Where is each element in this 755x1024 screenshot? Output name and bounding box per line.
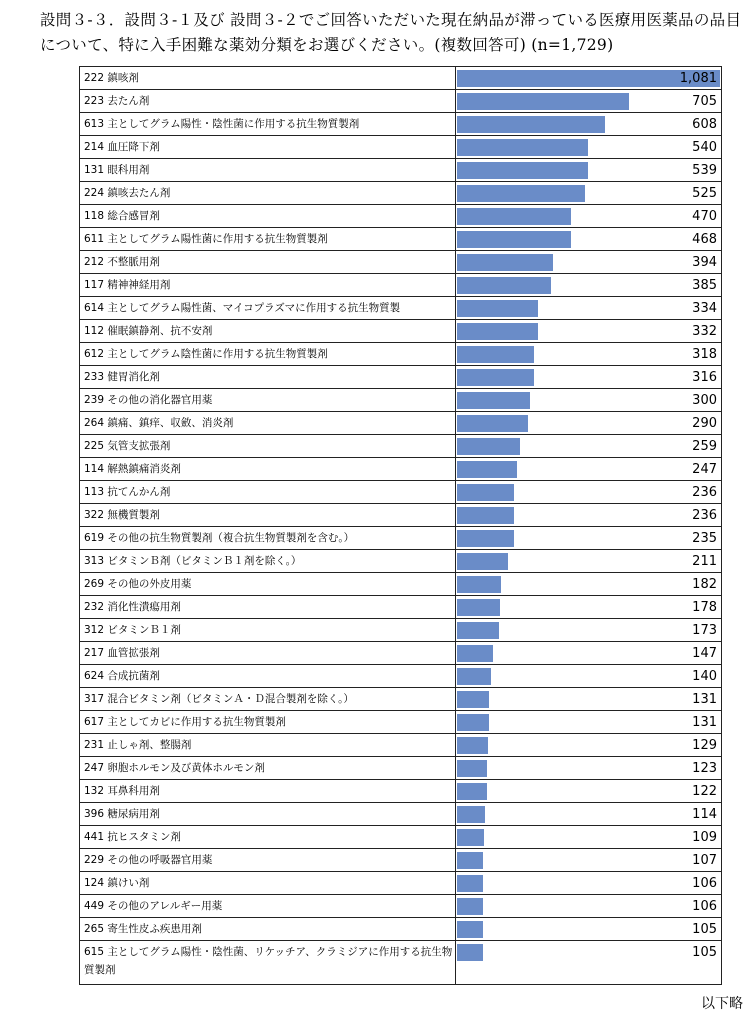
category-label: 117 精神神経用剤 [80, 274, 456, 296]
category-label: 118 総合感冒剤 [80, 205, 456, 227]
table-row [80, 205, 721, 228]
bar [457, 346, 534, 363]
bar [457, 254, 553, 271]
table-row [80, 458, 721, 481]
category-label: 232 消化性潰瘍用剤 [80, 596, 456, 618]
table-row [80, 573, 721, 596]
value-label: 540 [692, 140, 717, 155]
table-row [80, 481, 721, 504]
bar [457, 668, 491, 685]
category-label: 449 その他のアレルギー用薬 [80, 895, 456, 917]
table-row [80, 734, 721, 757]
category-label: 214 血圧降下剤 [80, 136, 456, 158]
category-label: 264 鎮痛、鎮痒、収斂、消炎剤 [80, 412, 456, 434]
category-label: 225 気管支拡張剤 [80, 435, 456, 457]
category-label: 396 糖尿病用剤 [80, 803, 456, 825]
category-label: 124 鎮けい剤 [80, 872, 456, 894]
value-label: 178 [692, 600, 717, 615]
value-label: 140 [692, 669, 717, 684]
category-label: 617 主としてカビに作用する抗生物質製剤 [80, 711, 456, 733]
bar [457, 185, 585, 202]
category-label: 217 血管拡張剤 [80, 642, 456, 664]
bar [457, 116, 605, 133]
category-label: 613 主としてグラム陽性・陰性菌に作用する抗生物質製剤 [80, 113, 456, 135]
bar [457, 300, 538, 317]
table-row [80, 941, 721, 984]
bar [457, 852, 483, 869]
table-row [80, 550, 721, 573]
table-row [80, 780, 721, 803]
table-row [80, 596, 721, 619]
table-row [80, 918, 721, 941]
value-label: 385 [692, 278, 717, 293]
value-label: 259 [692, 439, 717, 454]
value-label: 106 [692, 899, 717, 914]
bar [457, 737, 488, 754]
category-label: 224 鎮咳去たん剤 [80, 182, 456, 204]
value-label: 211 [692, 554, 717, 569]
category-label: 131 眼科用剤 [80, 159, 456, 181]
table-row [80, 274, 721, 297]
category-label: 313 ビタミンＢ剤（ビタミンＢ１剤を除く。） [80, 550, 456, 572]
value-label: 173 [692, 623, 717, 638]
value-label: 236 [692, 485, 717, 500]
value-label: 107 [692, 853, 717, 868]
bar [457, 484, 514, 501]
bar [457, 553, 508, 570]
bar [457, 231, 571, 248]
category-label: 247 卵胞ホルモン及び黄体ホルモン剤 [80, 757, 456, 779]
value-label: 235 [692, 531, 717, 546]
value-label: 114 [692, 807, 717, 822]
category-label: 229 その他の呼吸器官用薬 [80, 849, 456, 871]
bar [457, 415, 528, 432]
bar [457, 530, 514, 547]
value-label: 705 [692, 94, 717, 109]
value-label: 1,081 [679, 71, 717, 86]
bar [457, 622, 499, 639]
table-row [80, 320, 721, 343]
table-row [80, 113, 721, 136]
bar [457, 576, 501, 593]
value-label: 539 [692, 163, 717, 178]
category-label: 112 催眠鎮静剤、抗不安剤 [80, 320, 456, 342]
value-label: 608 [692, 117, 717, 132]
value-label: 334 [692, 301, 717, 316]
table-row [80, 67, 721, 90]
value-label: 131 [692, 692, 717, 707]
footer-note: 以下略 [701, 996, 743, 1012]
bar [457, 898, 483, 915]
value-label: 122 [692, 784, 717, 799]
chart-title: 設問３-３．設問３-１及び 設問３-２でご回答いただいた現在納品が滞っている医療用医薬品の品目について、特に入手困難な薬効分類をお選びください。(複数回答可) (n=1,729) [40, 11, 742, 54]
bar [457, 599, 500, 616]
table-row [80, 343, 721, 366]
table-row [80, 159, 721, 182]
value-label: 131 [692, 715, 717, 730]
table-row [80, 711, 721, 734]
table-row [80, 435, 721, 458]
bar [457, 208, 571, 225]
value-label: 106 [692, 876, 717, 891]
category-label: 624 合成抗菌剤 [80, 665, 456, 687]
value-label: 316 [692, 370, 717, 385]
category-label: 223 去たん剤 [80, 90, 456, 112]
bar [457, 162, 588, 179]
value-label: 318 [692, 347, 717, 362]
table-row [80, 803, 721, 826]
category-label: 615 主としてグラム陽性・陰性菌、リケッチア、クラミジアに作用する抗生物質製剤 [80, 941, 456, 984]
table-row [80, 251, 721, 274]
table-row [80, 849, 721, 872]
bar [457, 392, 530, 409]
value-label: 525 [692, 186, 717, 201]
category-label: 222 鎮咳剤 [80, 67, 456, 89]
category-label: 441 抗ヒスタミン剤 [80, 826, 456, 848]
value-label: 105 [692, 945, 717, 960]
value-label: 332 [692, 324, 717, 339]
table-row [80, 182, 721, 205]
bar [457, 369, 534, 386]
value-label: 470 [692, 209, 717, 224]
bar [457, 760, 487, 777]
category-label: 239 その他の消化器官用薬 [80, 389, 456, 411]
table-row [80, 872, 721, 895]
bar [457, 714, 489, 731]
category-label: 612 主としてグラム陰性菌に作用する抗生物質製剤 [80, 343, 456, 365]
table-row [80, 297, 721, 320]
category-label: 113 抗てんかん剤 [80, 481, 456, 503]
table-row [80, 619, 721, 642]
bar [457, 829, 484, 846]
table-row [80, 389, 721, 412]
bar [457, 323, 538, 340]
value-label: 468 [692, 232, 717, 247]
category-label: 265 寄生性皮ふ疾患用剤 [80, 918, 456, 940]
bar [457, 806, 485, 823]
table-row [80, 757, 721, 780]
category-label: 619 その他の抗生物質製剤（複合抗生物質製剤を含む。） [80, 527, 456, 549]
table-row [80, 90, 721, 113]
table-row [80, 136, 721, 159]
category-label: 312 ビタミンＢ１剤 [80, 619, 456, 641]
bar [457, 461, 517, 478]
bar [457, 691, 489, 708]
table-row [80, 826, 721, 849]
value-label: 105 [692, 922, 717, 937]
category-label: 269 その他の外皮用薬 [80, 573, 456, 595]
value-label: 394 [692, 255, 717, 270]
category-label: 231 止しゃ剤、整腸剤 [80, 734, 456, 756]
bar-chart-table [79, 66, 722, 985]
category-label: 611 主としてグラム陽性菌に作用する抗生物質製剤 [80, 228, 456, 250]
value-label: 182 [692, 577, 717, 592]
table-row [80, 366, 721, 389]
bar [457, 277, 551, 294]
table-row [80, 688, 721, 711]
bar [457, 438, 520, 455]
category-label: 317 混合ビタミン剤（ビタミンＡ・Ｄ混合製剤を除く。） [80, 688, 456, 710]
bar [457, 645, 493, 662]
value-label: 290 [692, 416, 717, 431]
bar [457, 93, 629, 110]
category-label: 114 解熱鎮痛消炎剤 [80, 458, 456, 480]
bar [457, 507, 514, 524]
table-row [80, 665, 721, 688]
table-row [80, 412, 721, 435]
value-label: 109 [692, 830, 717, 845]
category-label: 212 不整脈用剤 [80, 251, 456, 273]
bar [457, 783, 487, 800]
value-label: 300 [692, 393, 717, 408]
value-label: 236 [692, 508, 717, 523]
bar [457, 944, 483, 961]
category-label: 614 主としてグラム陽性菌、マイコプラズマに作用する抗生物質製 [80, 297, 456, 319]
category-label: 233 健胃消化剤 [80, 366, 456, 388]
value-label: 123 [692, 761, 717, 776]
value-label: 147 [692, 646, 717, 661]
category-label: 132 耳鼻科用剤 [80, 780, 456, 802]
bar [457, 875, 483, 892]
value-label: 129 [692, 738, 717, 753]
bar [457, 139, 588, 156]
bar [457, 921, 483, 938]
category-label: 322 無機質製剤 [80, 504, 456, 526]
table-row [80, 504, 721, 527]
table-row [80, 895, 721, 918]
table-row [80, 642, 721, 665]
table-row [80, 228, 721, 251]
value-label: 247 [692, 462, 717, 477]
table-row [80, 527, 721, 550]
